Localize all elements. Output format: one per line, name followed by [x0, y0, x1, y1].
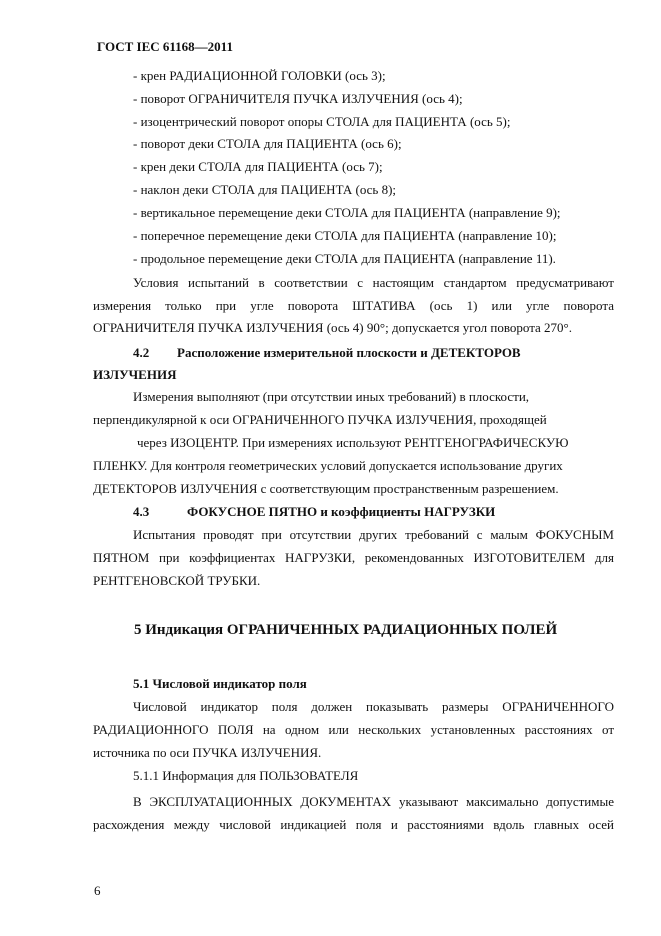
document-header: ГОСТ IEC 61168—2011: [97, 39, 233, 54]
paragraph-line: расхождения между числовой индикацией поля и расстояниями вдоль главных осей: [93, 817, 614, 832]
section-heading: 5 Индикация ОГРАНИЧЕННЫХ РАДИАЦИОННЫХ ПОЛЕЙ: [134, 622, 558, 638]
paragraph-line: В ЭКСПЛУАТАЦИОННЫХ ДОКУМЕНТАХ указывают максимально допустимые: [133, 794, 614, 809]
paragraph-line: ПЛЕНКУ. Для контроля геометрических условий допускается использование других: [93, 458, 563, 473]
section-title: ИЗЛУЧЕНИЯ: [93, 367, 177, 382]
paragraph-line: РАДИАЦИОННОГО ПОЛЯ на одном или нескольких установленных расстояниях от: [93, 722, 614, 737]
paragraph-line: Измерения выполняют (при отсутствии иных требований) в плоскости,: [133, 389, 530, 404]
subsection-title: 5.1.1 Информация для ПОЛЬЗОВАТЕЛЯ: [133, 768, 359, 783]
paragraph-line: ПЯТНОМ при коэффициентах НАГРУЗКИ, рекомендованных ИЗГОТОВИТЕЛЕМ для: [93, 550, 614, 565]
list-item: - продольное перемещение деки СТОЛА для ПАЦИЕНТА (направление 11).: [133, 251, 556, 266]
list-item: - изоцентрический поворот опоры СТОЛА для ПАЦИЕНТА (ось 5);: [133, 114, 511, 129]
section-number: 4.3: [133, 504, 150, 519]
paragraph-line: Числовой индикатор поля должен показывать размеры ОГРАНИЧЕННОГО: [133, 699, 614, 714]
paragraph-line: измерения только при угле поворота ШТАТИВА (ось 1) или угле поворота: [93, 298, 614, 313]
paragraph-line: через ИЗОЦЕНТР. При измерениях используют РЕНТГЕНОГРАФИЧЕСКУЮ: [137, 435, 569, 450]
list-item: - наклон деки СТОЛА для ПАЦИЕНТА (ось 8);: [133, 182, 397, 197]
list-item: - крен деки СТОЛА для ПАЦИЕНТА (ось 7);: [133, 159, 383, 174]
page-number: 6: [94, 883, 101, 898]
list-item: - вертикальное перемещение деки СТОЛА для ПАЦИЕНТА (направление 9);: [133, 205, 561, 220]
list-item: - крен РАДИАЦИОННОЙ ГОЛОВКИ (ось 3);: [133, 68, 386, 83]
list-item: - поворот ОГРАНИЧИТЕЛЯ ПУЧКА ИЗЛУЧЕНИЯ (ось 4);: [133, 91, 463, 106]
paragraph-line: РЕНТГЕНОВСКОЙ ТРУБКИ.: [93, 573, 261, 588]
paragraph-line: ДЕТЕКТОРОВ ИЗЛУЧЕНИЯ с соответствующим пространственным разрешением.: [93, 481, 559, 496]
paragraph-line: Испытания проводят при отсутствии других требований с малым ФОКУСНЫМ: [133, 527, 614, 542]
list-item: - поворот деки СТОЛА для ПАЦИЕНТА (ось 6);: [133, 136, 402, 151]
section-number: 4.2: [133, 345, 150, 360]
subsection-title: 5.1 Числовой индикатор поля: [133, 676, 307, 691]
paragraph-line: источника по оси ПУЧКА ИЗЛУЧЕНИЯ.: [93, 745, 322, 760]
section-title: ФОКУСНОЕ ПЯТНО и коэффициенты НАГРУЗКИ: [187, 504, 496, 519]
paragraph-line: перпендикулярной к оси ОГРАНИЧЕННОГО ПУЧКА ИЗЛУЧЕНИЯ, проходящей: [93, 412, 547, 427]
list-item: - поперечное перемещение деки СТОЛА для ПАЦИЕНТА (направление 10);: [133, 228, 557, 243]
paragraph-line: Условия испытаний в соответствии с настоящим стандартом предусматривают: [133, 275, 614, 290]
paragraph-line: ОГРАНИЧИТЕЛЯ ПУЧКА ИЗЛУЧЕНИЯ (ось 4) 90°; допускается угол поворота 270°.: [93, 320, 573, 335]
section-title: Расположение измерительной плоскости и ДЕТЕКТОРОВ: [177, 345, 521, 360]
